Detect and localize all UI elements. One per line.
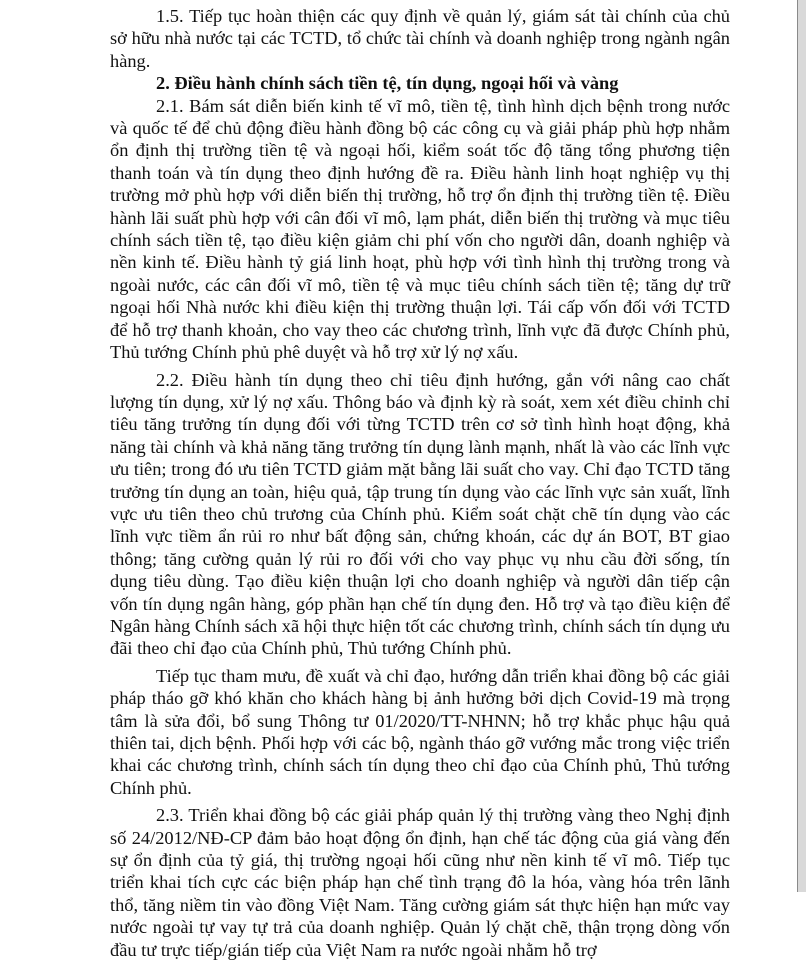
paragraph-1-5: 1.5. Tiếp tục hoàn thiện các quy định về quản lý, giám sát tài chính của chủ sở hữu nhà nước tại các TCTD, tổ chức tài chính và doanh nghiệp trong ngành ngân hàng. (110, 6, 730, 71)
section-heading-2: 2. Điều hành chính sách tiền tệ, tín dụng, ngoại hối và vàng (156, 73, 619, 94)
window-right-edge (797, 0, 806, 892)
paragraph-2-1: 2.1. Bám sát diễn biến kinh tế vĩ mô, tiền tệ, tình hình dịch bệnh trong nước và quốc tế để chủ động điều hành đồng bộ các công cụ và giải pháp phù hợp nhằm ổn định thị trường tiền tệ và ngoại hối, kiểm soát tốc độ tăng tổng phương tiện thanh toán và tín dụng theo định hướng đề ra. Điều hành linh hoạt nghiệp vụ thị trường mở phù hợp với diễn biến thị trường, hỗ trợ ổn định thị trường tiền tệ. Điều hành lãi suất phù hợp với cân đối vĩ mô, lạm phát, diễn biến thị trường và mục tiêu chính sách tiền tệ, tạo điều kiện giảm chi phí vốn cho người dân, doanh nghiệp và nền kinh tế. Điều hành tỷ giá linh hoạt, phù hợp với tình hình thị trường trong và ngoài nước, các cân đối vĩ mô, tiền tệ và mục tiêu chính sách tiền tệ; tăng dự trữ ngoại hối Nhà nước khi điều kiện thị trường thuận lợi. Tái cấp vốn đối với TCTD để hỗ trợ thanh khoản, cho vay theo các chương trình, lĩnh vực đã được Chính phủ, Thủ tướng Chính phủ phê duyệt và hỗ trợ xử lý nợ xấu. (110, 95, 730, 363)
paragraph-2-2-continued: Tiếp tục tham mưu, đề xuất và chỉ đạo, hướng dẫn triển khai đồng bộ các giải pháp tháo gỡ khó khăn cho khách hàng bị ảnh hưởng bởi dịch Covid-19 mà trọng tâm là sửa đổi, bổ sung Thông tư 01/2020/TT-NHNN; hỗ trợ khắc phục hậu quả thiên tai, dịch bệnh. Phối hợp với các bộ, ngành tháo gỡ vướng mắc trong việc triển khai các chương trình, chính sách tín dụng theo chỉ đạo của Chính phủ, Thủ tướng Chính phủ. (110, 665, 730, 798)
paragraph-2-3: 2.3. Triển khai đồng bộ các giải pháp quản lý thị trường vàng theo Nghị định số 24/2012/NĐ-CP đảm bảo hoạt động ổn định, hạn chế tác động của giá vàng đến sự ổn định của tỷ giá, thị trường ngoại hối cũng như nền kinh tế vĩ mô. Tiếp tục triển khai tích cực các biện pháp hạn chế tình trạng đô la hóa, vàng hóa trên lãnh thổ, tăng niềm tin vào đồng Việt Nam. Tăng cường giám sát thực hiện hạn mức vay nước ngoài tự vay tự trả của doanh nghiệp. Quản lý chặt chẽ, thận trọng dòng vốn đầu tư trực tiếp/gián tiếp của Việt Nam ra nước ngoài nhằm hỗ trợ (110, 805, 730, 960)
document-body (110, 5, 730, 961)
paragraph-2-2: 2.2. Điều hành tín dụng theo chỉ tiêu định hướng, gắn với nâng cao chất lượng tín dụng, xử lý nợ xấu. Thông báo và định kỳ rà soát, xem xét điều chỉnh chỉ tiêu tăng trưởng tín dụng đối với từng TCTD trên cơ sở tình hình hoạt động, khả năng tài chính và khả năng tăng trưởng tín dụng lành mạnh, nhất là vào các lĩnh vực ưu tiên; trong đó ưu tiên TCTD giảm mặt bằng lãi suất cho vay. Chỉ đạo TCTD tăng trưởng tín dụng an toàn, hiệu quả, tập trung tín dụng vào các lĩnh vực sản xuất, lĩnh vực ưu tiên theo chủ trương của Chính phủ. Kiểm soát chặt chẽ tín dụng vào các lĩnh vực tiềm ẩn rủi ro như bất động sản, chứng khoán, các dự án BOT, BT giao thông; tăng cường quản lý rủi ro đối với cho vay phục vụ nhu cầu đời sống, tín dụng tiêu dùng. Tạo điều kiện thuận lợi cho doanh nghiệp và người dân tiếp cận vốn tín dụng ngân hàng, góp phần hạn chế tín dụng đen. Hỗ trợ và tạo điều kiện để Ngân hàng Chính sách xã hội thực hiện tốt các chương trình, chính sách tín dụng ưu đãi theo chỉ đạo của Chính phủ, Thủ tướng Chính phủ. (110, 369, 730, 659)
